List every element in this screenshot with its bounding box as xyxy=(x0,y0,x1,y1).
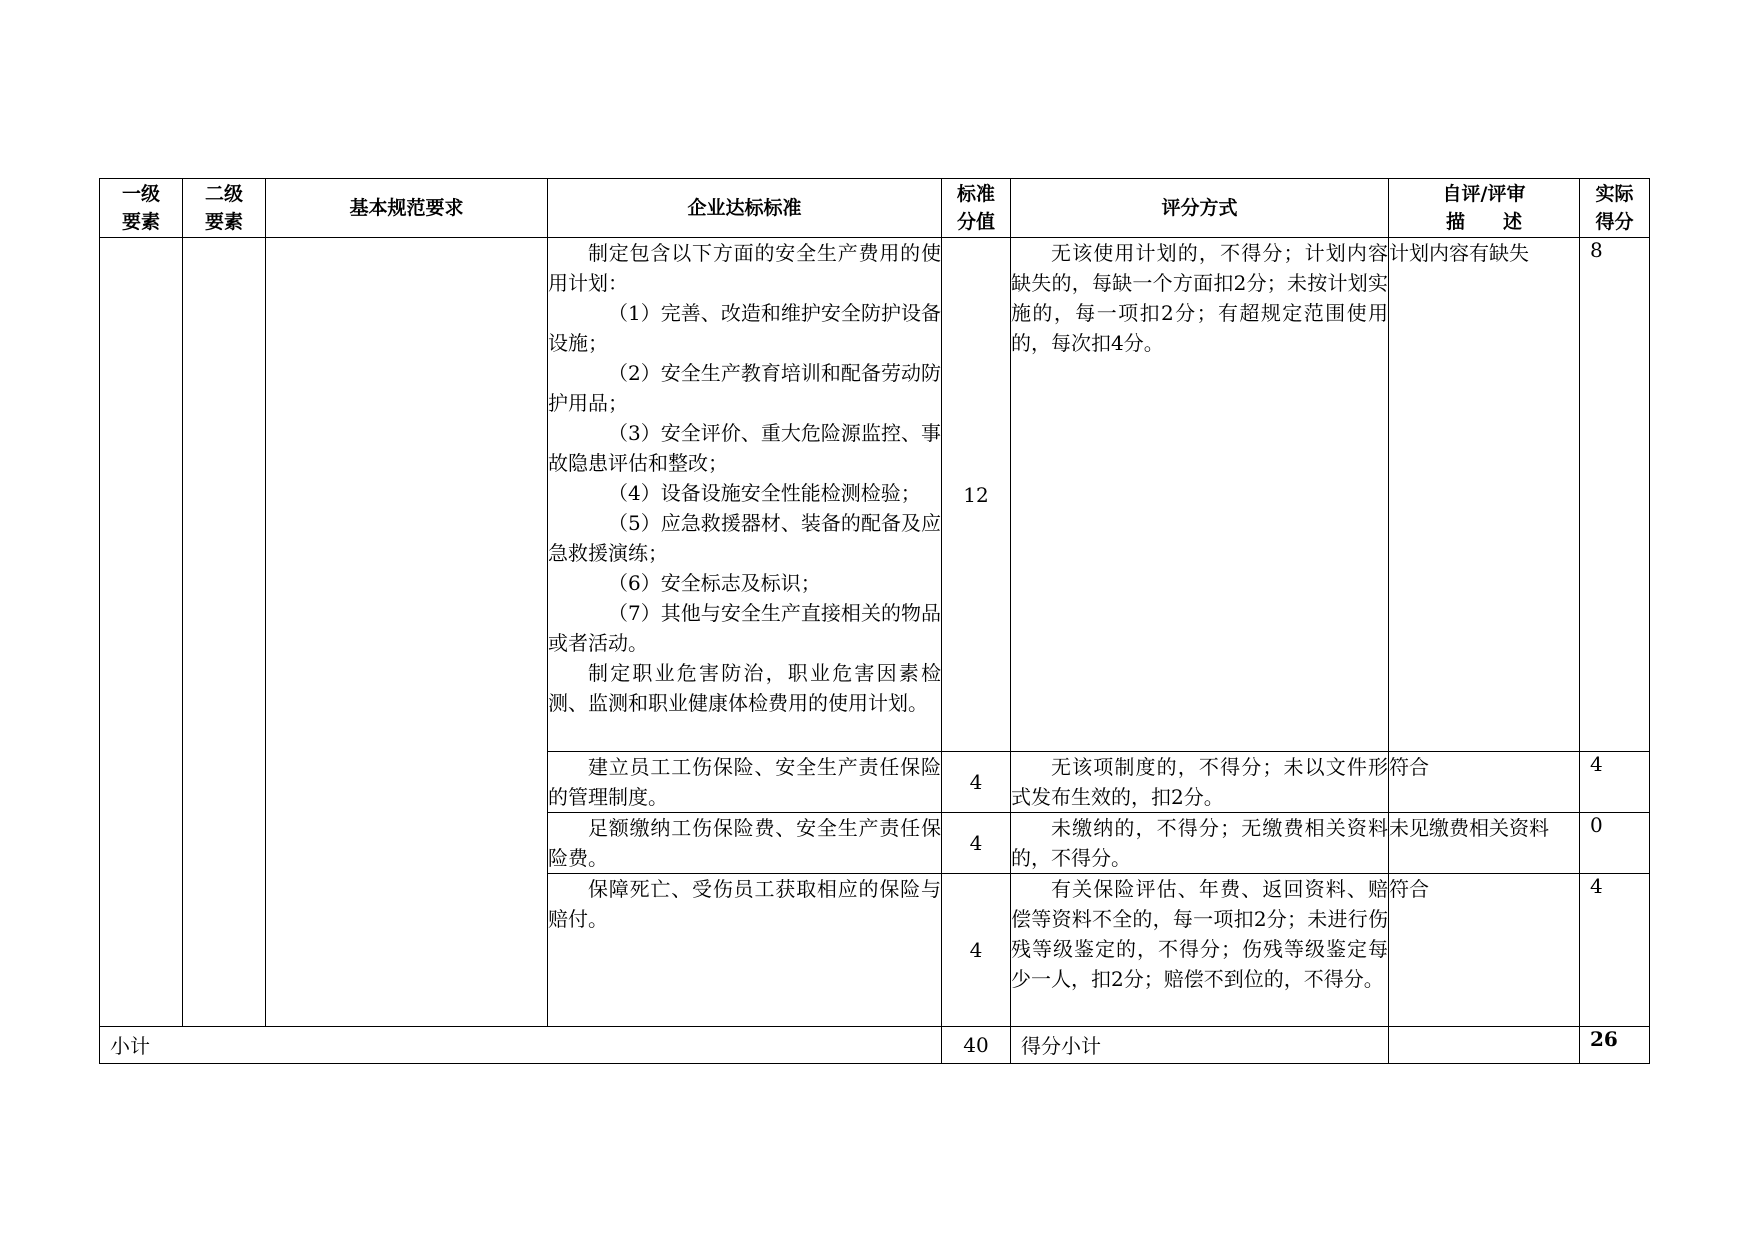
standard-points-cell: 12 xyxy=(942,238,1011,752)
header-level2 xyxy=(183,179,266,238)
subtotal-label: 小计 xyxy=(100,1027,942,1064)
level2-cell xyxy=(183,238,266,1027)
subtotal-points: 40 xyxy=(942,1027,1011,1064)
actual-score-cell: 4 xyxy=(1580,874,1650,1027)
subtotal-row xyxy=(100,1027,1650,1064)
header-self-review xyxy=(1389,179,1580,238)
subtotal-description-cell xyxy=(1389,1027,1580,1064)
actual-score-cell: 0 xyxy=(1580,813,1650,874)
enterprise-standard-cell xyxy=(548,238,942,752)
scoring-method-cell xyxy=(1011,238,1389,752)
enterprise-standard-cell xyxy=(548,874,942,1027)
scoring-method-text: 未缴纳的，不得分；无缴费相关资料的，不得分。 xyxy=(1011,816,1388,870)
actual-score-cell: 8 xyxy=(1580,238,1650,752)
scoring-method-text: 无该项制度的，不得分；未以文件形式发布生效的，扣2分。 xyxy=(1011,755,1388,809)
standard-item: （6）安全标志及标识； xyxy=(608,571,821,595)
score-subtotal-label: 得分小计 xyxy=(1011,1027,1389,1064)
scoring-table xyxy=(99,178,1650,1064)
standard-item: （4）设备设施安全性能检测检验； xyxy=(608,481,921,505)
standard-text: 制定包含以下方面的安全生产费用的使用计划： xyxy=(548,241,941,295)
header-standard-points xyxy=(942,179,1011,238)
scoring-method-cell xyxy=(1011,874,1389,1027)
standard-item: （7）其他与安全生产直接相关的物品或者活动。 xyxy=(548,601,941,655)
self-review-cell: 未见缴费相关资料 xyxy=(1389,813,1580,874)
standard-text: 足额缴纳工伤保险费、安全生产责任保险费。 xyxy=(548,816,941,870)
standard-item: （5）应急救援器材、装备的配备及应急救援演练； xyxy=(548,511,941,565)
header-level1 xyxy=(100,179,183,238)
header-actual-score-line2: 得分 xyxy=(1595,211,1634,233)
header-standard-points-line1: 标准 xyxy=(956,183,995,205)
header-enterprise-standard: 企业达标标准 xyxy=(548,179,942,238)
self-review-cell: 符合 xyxy=(1389,874,1580,1027)
scoring-method-text: 有关保险评估、年费、返回资料、赔偿等资料不全的，每一项扣2分；未进行伤残等级鉴定的，不得分；伤残等级鉴定每少一人，扣2分；赔偿不到位的，不得分。 xyxy=(1011,877,1388,991)
standard-text: 制定职业危害防治，职业危害因素检测、监测和职业健康体检费用的使用计划。 xyxy=(548,661,941,715)
header-level2-line1: 二级 xyxy=(204,183,243,205)
enterprise-standard-cell xyxy=(548,813,942,874)
standard-points-cell: 4 xyxy=(942,752,1011,813)
self-review-cell: 计划内容有缺失 xyxy=(1389,238,1580,752)
standard-item: （3）安全评价、重大危险源监控、事故隐患评估和整改； xyxy=(548,421,941,475)
header-level1-line2: 要素 xyxy=(121,211,160,233)
table-row xyxy=(100,238,1650,752)
header-self-review-line1: 自评/评审 xyxy=(1442,183,1526,205)
standard-item: （2）安全生产教育培训和配备劳动防护用品； xyxy=(548,361,941,415)
level1-cell xyxy=(100,238,183,1027)
self-review-cell: 符合 xyxy=(1389,752,1580,813)
basic-requirement-cell xyxy=(266,238,548,1027)
actual-score-cell: 4 xyxy=(1580,752,1650,813)
scoring-method-cell xyxy=(1011,752,1389,813)
header-row xyxy=(100,179,1650,238)
standard-points-cell: 4 xyxy=(942,874,1011,1027)
scoring-method-text: 无该使用计划的，不得分；计划内容缺失的，每缺一个方面扣2分；未按计划实施的，每一项扣2分；有超规定范围使用的，每次扣4分。 xyxy=(1011,241,1388,355)
header-self-review-line2: 描 述 xyxy=(1445,211,1522,233)
header-level1-line1: 一级 xyxy=(121,183,160,205)
header-basic-requirement: 基本规范要求 xyxy=(266,179,548,238)
header-standard-points-line2: 分值 xyxy=(956,211,995,233)
standard-points-cell: 4 xyxy=(942,813,1011,874)
header-level2-line2: 要素 xyxy=(204,211,243,233)
header-actual-score xyxy=(1580,179,1650,238)
header-actual-score-line1: 实际 xyxy=(1595,183,1634,205)
standard-text: 保障死亡、受伤员工获取相应的保险与赔付。 xyxy=(548,877,941,931)
enterprise-standard-cell xyxy=(548,752,942,813)
scoring-method-cell xyxy=(1011,813,1389,874)
header-scoring-method: 评分方式 xyxy=(1011,179,1389,238)
standard-text: 建立员工工伤保险、安全生产责任保险的管理制度。 xyxy=(548,755,941,809)
score-subtotal-value: 26 xyxy=(1580,1027,1650,1064)
standard-item: （1）完善、改造和维护安全防护设备设施； xyxy=(548,301,941,355)
